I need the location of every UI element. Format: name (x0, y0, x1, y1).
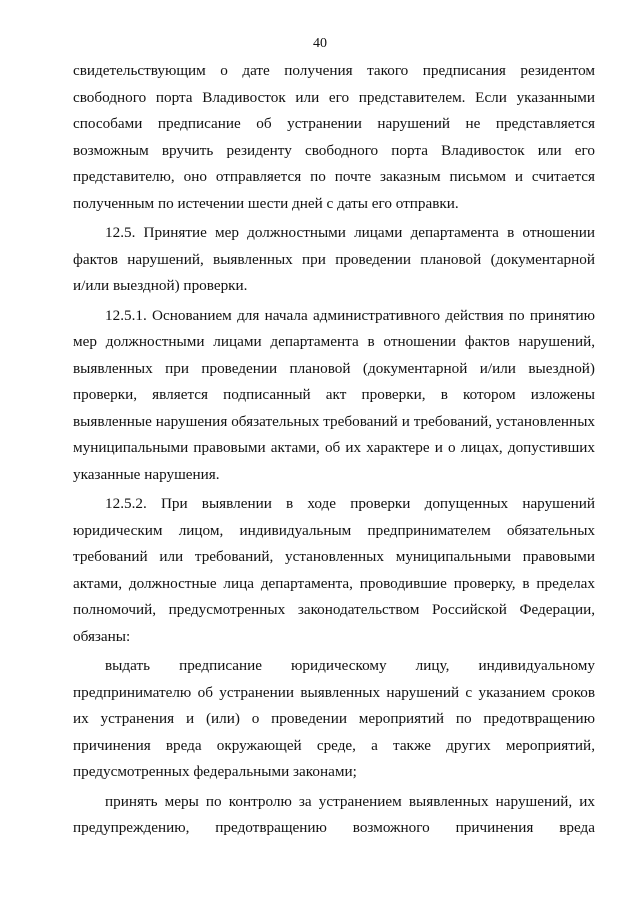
text-line: свидетельствующим о дате получения такого предписания резидентом (73, 62, 595, 79)
text-line: актами, должностные лица департамента, проводившие проверку, в пределах (73, 574, 595, 592)
text-line: указанные нарушения. (73, 465, 220, 483)
text-line: 12.5.1. Основанием для начала административного действия по принятию (105, 306, 595, 324)
text-line: выдать предписание юридическому лицу, индивидуальному (105, 657, 595, 674)
text-line: представителю, оно отправляется по почте заказным письмом и считается (73, 168, 595, 185)
text-line: юридическим лицом, индивидуальным предпринимателем обязательных (73, 521, 595, 539)
page-number: 40 (313, 36, 327, 51)
text-line: предпринимателю об устранении выявленных нарушений с указанием сроков (73, 683, 595, 701)
text-line: их устранения и (или) о проведении мероприятий по предотвращению (73, 710, 595, 727)
text-line: 12.5. Принятие мер должностными лицами департамента в отношении (105, 224, 595, 241)
text-line: причинения вреда окружающей среде, а также других мероприятий, (73, 736, 595, 754)
text-line: фактов нарушений, выявленных при проведении плановой (документарной (73, 250, 595, 268)
text-line: полномочий, предусмотренных законодательством Российской Федерации, (73, 601, 595, 618)
text-line: предусмотренных федеральными законами; (73, 763, 357, 780)
document-body (73, 58, 595, 842)
text-line: проверки, является подписанный акт проверки, в котором изложены (73, 386, 595, 403)
text-line: муниципальными правовыми актами, об их характере и о лицах, допустивших (73, 439, 595, 456)
text-line: выявленных при проведении плановой (документарной и/или выездной) (73, 359, 595, 377)
text-line: и/или выездной) проверки. (73, 277, 248, 294)
text-line: предупреждению, предотвращению возможного причинения вреда (73, 819, 595, 836)
text-line: выявленные нарушения обязательных требований и требований, установленных (73, 412, 595, 430)
text-line: принять меры по контролю за устранением выявленных нарушений, их (105, 792, 595, 810)
text-line: полученным по истечении шести дней с даты его отправки. (73, 194, 459, 212)
text-line: 12.5.2. При выявлении в ходе проверки допущенных нарушений (105, 495, 595, 512)
text-line: способами предписание об устранении нарушений не представляется (73, 115, 595, 132)
text-line: требований или требований, установленных муниципальными правовыми (73, 548, 595, 565)
text-line: свободного порта Владивосток или его представителем. Если указанными (73, 88, 595, 106)
text-line: возможным вручить резиденту свободного порта Владивосток или его (73, 141, 595, 159)
text-line: мер должностными лицами департамента в отношении фактов нарушений, (73, 333, 595, 350)
text-line: обязаны: (73, 627, 131, 645)
